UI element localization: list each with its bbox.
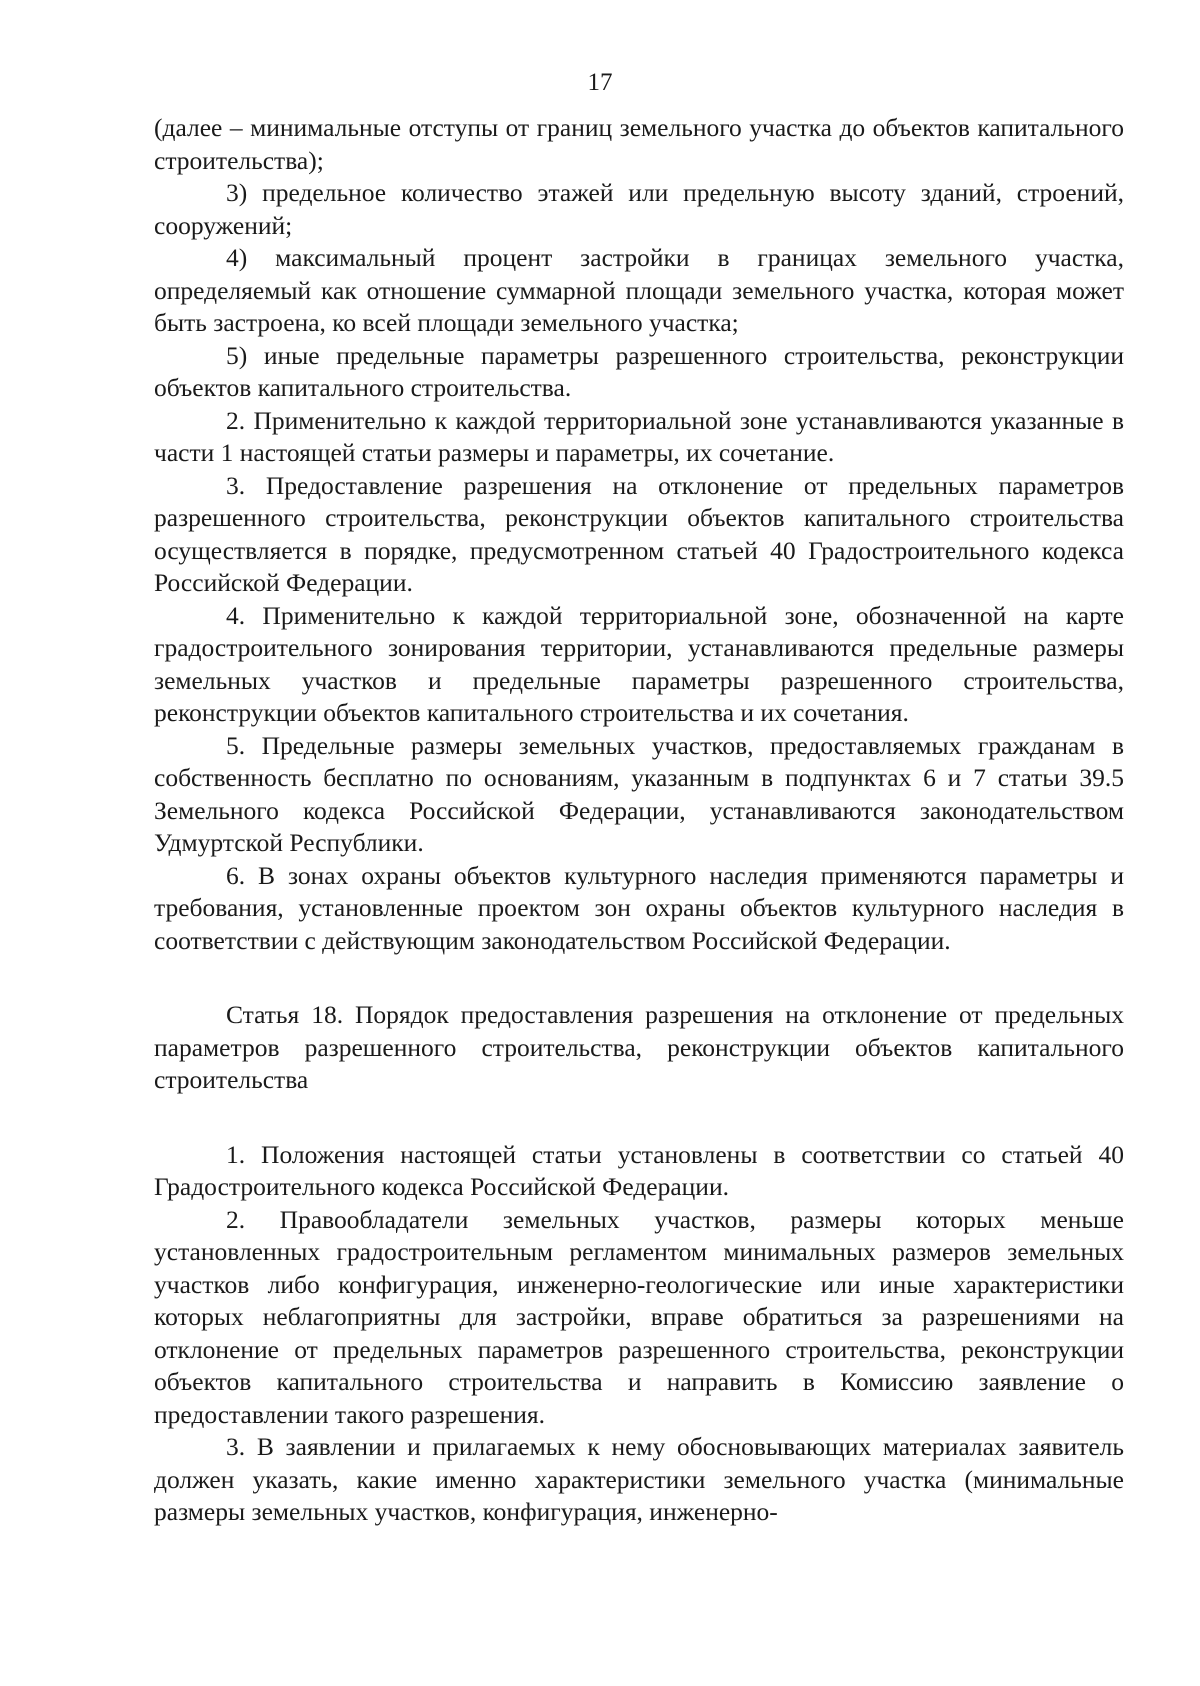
paragraph-part-4: 4. Применительно к каждой территориальной зоне, обозначенной на карте градостроительного зонирования территории, устанавливаются предельные размеры земельных участков и предельные параметры разрешенного строительства, реконструкции объектов капитального строительства и их сочетания. <box>154 600 1124 727</box>
article-paragraph-2: 2. Правообладатели земельных участков, размеры которых меньше установленных градостроительным регламентом минимальных размеров земельных участков либо конфигурация, инженерно-геологические или иные характеристики которых неблагоприятны для застройки, вправе обратиться за разрешениями на отклонение от предельных параметров разрешенного строительства, реконструкции объектов капитального строительства и направить в Комиссию заявление о предоставлении такого разрешения. <box>154 1204 1124 1429</box>
paragraph-item-3: 3) предельное количество этажей или предельную высоту зданий, строений, сооружений; <box>154 178 1124 240</box>
paragraph-part-2: 2. Применительно к каждой территориальной зоне устанавливаются указанные в части 1 настоящей статьи размеры и параметры, их сочетание. <box>154 405 1124 467</box>
paragraph-continuation: (далее – минимальные отступы от границ земельного участка до объектов капитального строительства); <box>154 113 1124 175</box>
spacer <box>154 957 1124 999</box>
body-text <box>154 112 1124 1529</box>
paragraph-part-6: 6. В зонах охраны объектов культурного наследия применяются параметры и требования, установленные проектом зон охраны объектов культурного наследия в соответствии с действующим законодательством Российской Федерации. <box>154 860 1124 955</box>
page-number: 17 <box>587 69 613 96</box>
spacer <box>154 1097 1124 1139</box>
paragraph-part-3: 3. Предоставление разрешения на отклонение от предельных параметров разрешенного строительства, реконструкции объектов капитального строительства осуществляется в порядке, предусмотренном статьей 40 Градостроительного кодекса Российской Федерации. <box>154 470 1124 597</box>
paragraph-item-5: 5) иные предельные параметры разрешенного строительства, реконструкции объектов капитального строительства. <box>154 340 1124 402</box>
article-heading: Статья 18. Порядок предоставления разрешения на отклонение от предельных параметров разрешенного строительства, реконструкции объектов капитального строительства <box>154 1000 1124 1094</box>
article-paragraph-3: 3. В заявлении и прилагаемых к нему обосновывающих материалах заявитель должен указать, какие именно характеристики земельного участка (минимальные размеры земельных участков, конфигурация, инженерно- <box>154 1432 1124 1526</box>
article-paragraph-1: 1. Положения настоящей статьи установлены в соответствии со статьей 40 Градостроительного кодекса Российской Федерации. <box>154 1139 1124 1201</box>
paragraph-part-5: 5. Предельные размеры земельных участков, предоставляемых гражданам в собственность бесплатно по основаниям, указанным в подпунктах 6 и 7 статьи 39.5 Земельного кодекса Российской Федерации, устанавливаются законодательством Удмуртской Республики. <box>154 730 1124 857</box>
paragraph-item-4: 4) максимальный процент застройки в границах земельного участка, определяемый как отношение суммарной площади земельного участка, которая может быть застроена, ко всей площади земельного участка; <box>154 243 1124 337</box>
